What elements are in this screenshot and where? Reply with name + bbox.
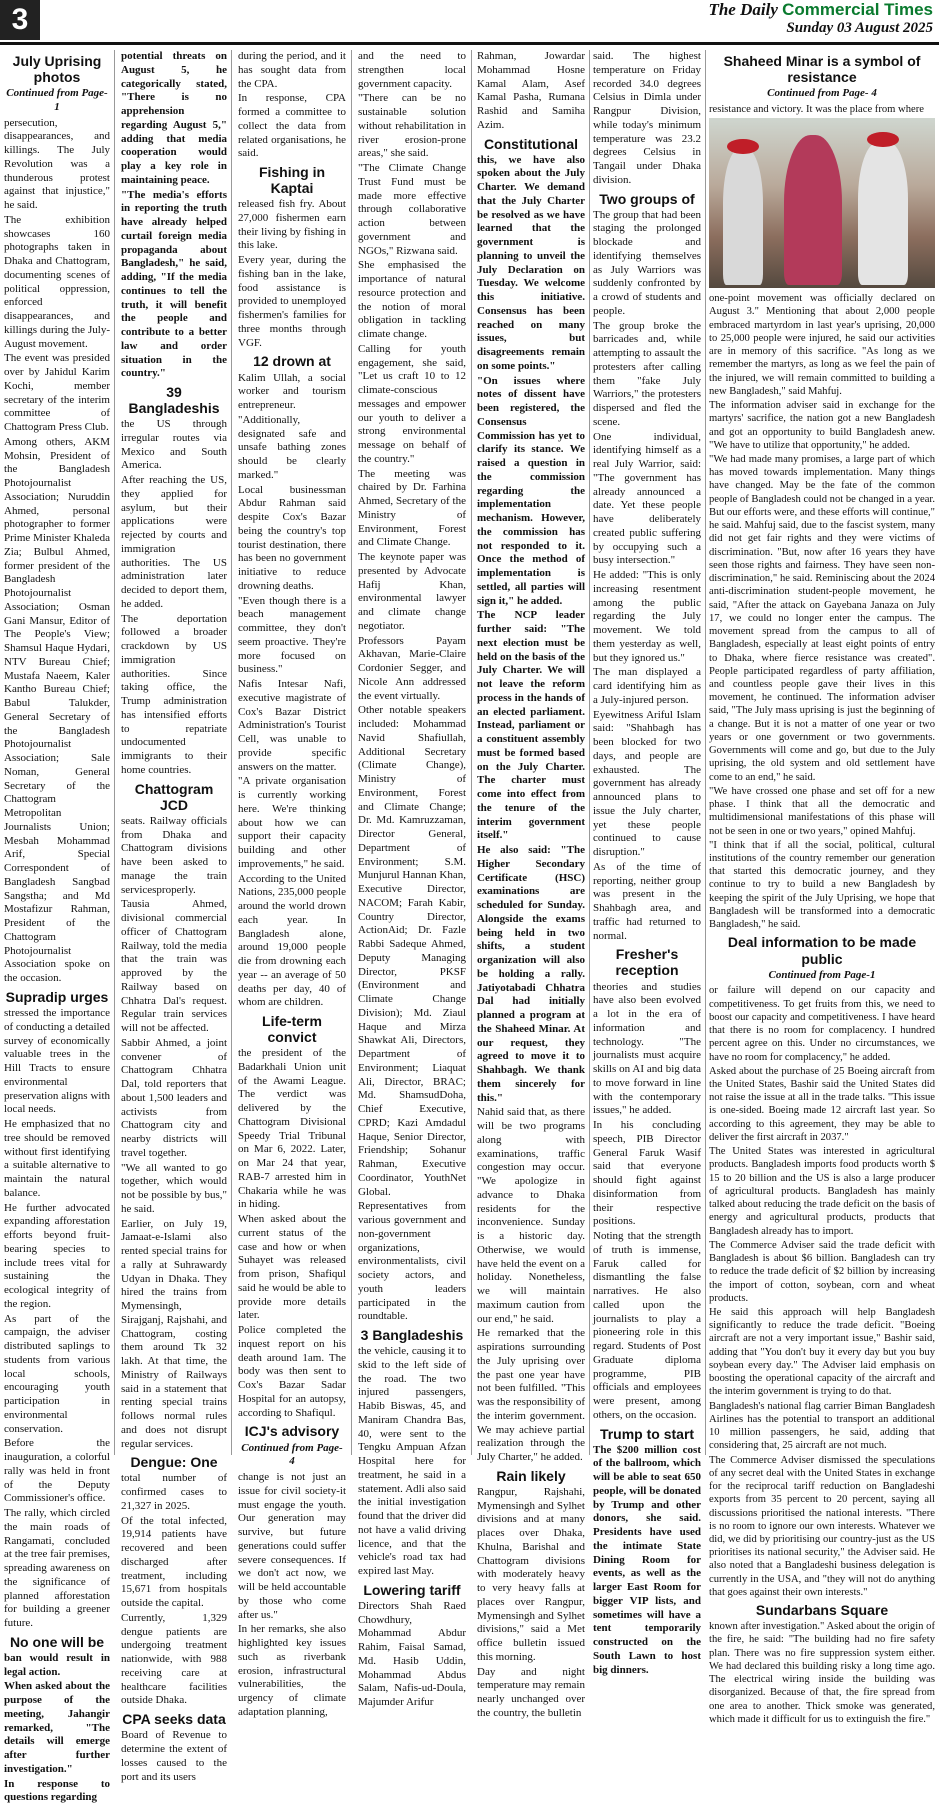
continued-note: Continued from Page- 4	[241, 1441, 343, 1468]
headline-constitutional: Constitutional	[483, 135, 579, 152]
paragraph: "We have crossed one phase and set off for a new phase. I think that all the democratic and multidimensional manifestations of this phase will not be seen in one or two years," opined Mahfuj.	[709, 785, 935, 837]
paragraph: He also said: "The Higher Secondary Certificate (HSC) examinations are scheduled for Sunday. Alongside the exams being held in two shifts, a student organization will also be holding a rally. Jatiyotabadi Chhatra Dal had initially planned a program at the Shaheed Minar. At our request, they agreed to move it to Shahbagh. We thank them sincerely for this."	[477, 844, 585, 1104]
paragraph: Kalim Ullah, a social worker and tourism entrepreneur.	[238, 371, 346, 412]
continued-note: Continued from Page-1	[768, 968, 876, 981]
paragraph: The United States was interested in agricultural products. Bangladesh imports food products worth $ 15 to 20 billion and the US is also a large producer of agricultural products. Bangladesh has mainly talked about reducing the trade deficit on the basis of energy and agricultural products, products that Bangladesh already has to import.	[709, 1146, 935, 1237]
column-divider	[705, 50, 706, 1455]
paragraph: "The media's efforts in reporting the truth have already helped curtail foreign media propaganda about Bangladesh," he said, adding, "If the media continues to tell the truth, it will benefit the people and contribute to a better law and order situation in the country."	[121, 188, 227, 380]
header-rule	[0, 42, 939, 45]
column-7	[709, 50, 935, 1725]
rally-photo	[709, 118, 935, 288]
paragraph: Police completed the inquest report on his death around 1am. The body was then sent to Cox's Bazar Sadar Hospital for an autopsy, according to Shafiqul.	[238, 1324, 346, 1419]
paragraph: In his concluding speech, PIB Director General Faruk Wasif said that everyone should fight against disinformation from their respective positions.	[593, 1119, 701, 1228]
paragraph: Board of Revenue to determine the extent of losses caused to the port and its users	[121, 1729, 227, 1783]
paragraph: "There can be no sustainable solution without rehabilitation in river erosion-prone areas," she said.	[358, 92, 466, 160]
paragraph: Earlier, on July 19, Jamaat-e-Islami also rented special trains for a rally at Suhrawardy Udyan in Dhaka. They hired the trains from Mymensingh, Sirajganj, Rajshahi, and Chattogram, costing them around Tk 32 lakh. At that time, the Ministry of Railways said in a statement that renting special trains follows normal rules and does not disrupt regular services.	[121, 1217, 227, 1450]
paragraph: the US through irregular routes via Mexico and South America.	[121, 418, 227, 472]
paragraph: He said this approach will help Bangladesh significantly to reduce the trade deficit. "Boeing aircraft are not a very important issue," Bashir said, adding that "You don't buy it every day but you buy soybean every day." The Adviser laid emphasis on boosting the operational capacity of the aircraft and the interim government is trying to do that.	[709, 1306, 935, 1398]
paragraph: The Commerce Adviser dismissed the speculations of any secret deal with the United States in exchange for the reciprocal tariff reduction on Bangladeshi exports from 35 percent to 20 percent, saying all discussions prioritised the national interests. "There is no room to ignore our own interests. Whatever we did, we did by prioritising our country-just as the US prioritises its national security," the Adviser said. He also noted that a Bangladeshi business delegation is currently in the USA, and "they will not do anything that goes against their own interests."	[709, 1454, 935, 1598]
paragraph: "We all wanted to go together, which would not be possible by bus," he said.	[121, 1161, 227, 1215]
paragraph: "On issues where notes of dissent have been registered, the Consensus Commission has yet to clarify its stance. We raised a question in the commission regarding the implementation mechanism. However, the commission has not responded to it. Once the method of implementation is settled, all parties will sign it," he added.	[477, 374, 585, 607]
masthead	[708, 0, 933, 37]
paragraph: one-point movement was officially declared on August 3." Mentioning that about 2,000 people embraced martyrdom in last year's uprising, 20,000 to 25,000 people were injured, he said our activities are in memory of this sacrifice. "As long as we remember the martyrs, as long as we feel the pain of the injured, we will remain committed to building a new Bangladesh," said Mahfuj.	[709, 293, 935, 397]
paragraph: ban would result in legal action.	[4, 1651, 110, 1678]
paragraph: the vehicle, causing it to skid to the left side of the road. The two injured passengers, Habib Biswas, 45, and Maniram Chandra Bas, 40, were sent to the Tengku Ampuan Afzan Hospital here for treatment, he said in a statement. Adli also said the initial investigation found that the driver did not have a valid driving licence, and that the vehicle's road tax had expired last May.	[358, 1345, 466, 1578]
paragraph: "We had made many promises, a large part of which has moved towards implementation. Many things have changed. May be the fate of the common people of Bangladesh could not be changed in a year. But our efforts were, and these efforts will continue," he said. Mahfuj said, due to the fascist system, many did not get fair rights and they were victims of discrimination. "But, now after 16 years they have seen those rights and fairness. They have seen non-discrimination," he said. Reminiscing about the 2024 anti-discrimination student-people movement, he said, "After the attack on Gayebana Janaza on July 17, we could no longer enter the campus. The movement spread from the campus to all of Bangladesh, especially at least eight points of entry to Dhaka, where fierce resistance was created". People participated regardless of party affiliation, and countless people gave their lives in this movement, he continued. The information adviser said, "The July mass uprising is just the beginning of a change. But it is not a matter of one year or two years or one government or two governments. Governments will come and go, but due to the July uprising, the old system and old settlement have come to an end," he said.	[709, 453, 935, 783]
headline-trump-to-start: Trump to start	[599, 1425, 695, 1442]
paragraph: He added: "This is only increasing resentment among the public regarding the July movement. We told them yesterday as well, but they ignored us."	[593, 569, 701, 664]
headline-life-term-convict: Life-term convict	[262, 1013, 322, 1046]
paragraph: resistance and victory. It was the place from where	[709, 103, 924, 115]
paragraph: The keynote paper was presented by Advocate Hafij Khan, environmental lawyer and climate change negotiator.	[358, 551, 466, 632]
paragraph: total number of confirmed cases to 21,327 in 2025.	[121, 1472, 227, 1512]
column-2	[121, 50, 227, 1783]
paragraph: The information adviser said in exchange for the martyrs' sacrifice, the nation got a new Bangladesh and got an opportunity to build Bangladesh anew. "We have to utilize that opportunity," he added.	[709, 400, 935, 451]
photo-cap	[867, 132, 899, 147]
paragraph: The meeting was chaired by Dr. Farhina Ahmed, Secretary of the Ministry of Environment, Forest and Climate Change.	[358, 467, 466, 549]
paragraph: Representatives from various government and non-government organizations, environmentalists, civil society actors, and youth leaders participated in the roundtable.	[358, 1200, 466, 1323]
headline-rain-likely: Rain likely	[496, 1467, 566, 1484]
paragraph: Tausia Ahmed, divisional commercial officer of Chattogram Railway, told the media that the train was approved by the Railway based on Chhatra Dal's request. Regular train services will not be affected.	[121, 898, 227, 1035]
paragraph: "The Climate Change Trust Fund must be made more effective through collaborative action between government and NGOs," Rizwana said.	[358, 162, 466, 257]
headline-lowering-tariff: Lowering tariff	[363, 1581, 461, 1598]
paragraph: during the period, and it has sought data from the CPA.	[238, 50, 346, 90]
paragraph: Before the inauguration, a colorful rally was held in front of the Deputy Commissioner's office.	[4, 1437, 110, 1505]
column-divider	[589, 50, 590, 1455]
column-4	[358, 50, 466, 1709]
paragraph: and the need to strengthen local government capacity.	[358, 50, 466, 90]
paragraph: "I think that if all the social, political, cultural institutions of the country remember our generation that started this democratic journey, and they continue to try to build a new Bangladesh by keeping the spirit of the July Uprising, we hope that Bangladesh will be transformed into a democratic Bangladesh," he said.	[709, 839, 935, 931]
paragraph: Day and night temperature may remain nearly unchanged over the country, the bulletin	[477, 1665, 585, 1719]
paragraph: The exhibition showcases 160 photographs taken in Dhaka and Chattogram, documenting scenes of political oppression, enforced disappearances, and killings during the July-August movement.	[4, 213, 110, 350]
paragraph: As of the time of reporting, neither group was present in the Shahbagh area, and traffic had returned to normal.	[593, 860, 701, 942]
headline-sundarbans-square: Sundarbans Square	[755, 1602, 889, 1619]
paragraph: The Commerce Adviser said the trade deficit with Bangladesh is about $6 billion. Bangladesh can try to reduce the trade deficit of $2 billion by increasing the import of cotton, soybean, corn and wheat products.	[709, 1239, 935, 1304]
paragraph: The group that had been staging the prolonged blockade and identifying themselves as July Warriors was suddenly confronted by a crowd of students and people.	[593, 208, 701, 317]
paragraph: When asked about the current status of the case and how or when Suhayet was released from prison, Shafiqul said he would be able to provide more details later.	[238, 1213, 346, 1322]
paragraph: The event was presided over by Jahidul Karim Kochi, member secretary of the interim committee of Chattogram Press Club.	[4, 352, 110, 434]
photo-cap	[727, 139, 759, 154]
column-1	[4, 50, 110, 1804]
paragraph: "A private organisation is currently working here. We're thinking about how we can support their capacity building and other improvements," he said.	[238, 775, 346, 870]
brand-name: Commercial Times	[782, 0, 933, 19]
paragraph: Among others, AKM Mohsin, President of the Bangladesh Photojournalist Association; Nuruddin Ahmed, personal photographer to former Prime Minister Khaleda Zia; Bulbul Ahmed, former president of the Bangladesh Photojournalist Association; Osman Gani Mansur, Editor of The People's View; Shamsul Haque Hydari, NTV Bureau Chief; Mustafa Naeem, Kaler Kantho Bureau Chief; Babul Talukder, General Secretary of the Bangladesh Photojournalist Association; Sale Noman, General Secretary of the Chattogram Metropolitan Journalists Union; Mesbah Mohammad Arif, Special Correspondent of Bangladesh Sangbad Sangstha; and Md Mostafizur Rahman, President of the Chattogram Photojournalist Association spoke on the occasion.	[4, 435, 110, 985]
column-divider	[351, 50, 352, 1455]
column-divider	[114, 50, 115, 1455]
photo-person	[858, 142, 908, 285]
paragraph: Of the total infected, 19,914 patients have recovered and been discharged after treatment, including 15,671 from hospitals outside the capital.	[121, 1514, 227, 1610]
paragraph: One individual, identifying himself as a real July Warrior, said: "The government has already announced a date. Yet these people have deliberately created public suffering by occupying such a busy intersection."	[593, 430, 701, 567]
headline-39-bangladeshis: 39 Bangladeshis	[128, 384, 220, 417]
headline-chattogram-jcd: Chattogram JCD	[134, 780, 214, 813]
paragraph: Bangladesh's national flag carrier Biman Bangladesh Airlines has the potential to transport an additional 10 million passengers, he said, adding that considering that, 25 aircraft are not much.	[709, 1400, 935, 1452]
column-divider	[471, 50, 472, 1455]
paragraph: The $200 million cost of the ballroom, which will be able to seat 650 people, will be donated by Trump and other donors, she said. Presidents have used the intimate State Dining Room for events, as well as the larger East Room for bigger VIP lists, and sometimes will have a tent temporarily constructed on the South Lawn to host big dinners.	[593, 1443, 701, 1676]
headline-deal-information: Deal information to be made public	[727, 934, 917, 967]
paragraph: According to the United Nations, 235,000 people around the world drown each year. In Bangladesh alone, around 19,000 people die from drowning each year -- an average of 50 deaths per day, 40 of whom are children.	[238, 872, 346, 1009]
paragraph: Rahman, Jowardar Mohammad Hosne Kamal Alam, Asef Kamal Pasha, Rumana Rashid and Samiha Azim.	[477, 50, 585, 131]
paragraph: released fish fry. About 27,000 fishermen earn their living by fishing in this lake.	[238, 198, 346, 252]
paragraph: He emphasized that no tree should be removed without first identifying a suitable alternative to maintain the natural balance.	[4, 1118, 110, 1199]
column-3	[238, 50, 346, 1718]
paragraph: known after investigation." Asked about the origin of the fire, he said: "The building had no fire safety plan. There was no fire suppression system either. We had declared this building risky a long time ago. The electrical wiring inside the building was disorganized. Because of that, the fire spread from one area to another. Thick smoke was generated, which made it difficult for us to extinguish the fire."	[709, 1621, 935, 1725]
paragraph: the president of the Badarkhali Union unit of the Awami League. The verdict was delivered by the Chattogram Divisional Speedy Trial Tribunal on Mar 6, 2022. Later, on Mar 24 that year, RAB-7 arrested him in Chakaria while he was in hiding.	[238, 1047, 346, 1211]
paragraph: change is not just an issue for civil society-it must engage the youth. Our generation may survive, but future generations could suffer severe consequences. If we don't act now, we will be held accountable by those who come after us."	[238, 1471, 346, 1621]
paragraph: Calling for youth engagement, she said, "Let us craft 10 to 12 climate-conscious messages and empower our youth to deliver a strong environmental message on behalf of the country."	[358, 342, 466, 465]
paragraph: Sabbir Ahmed, a joint convener of Chattogram Chhatra Dal, told reporters that about 1,500 leaders and activists from Chattogram city and nearby districts will travel together.	[121, 1036, 227, 1159]
paragraph: The rally, which circled the main roads of Rangamati, concluded at the tree fair premises, spreading awareness on the significance of planned afforestation for building a greener future.	[4, 1507, 110, 1630]
issue-date: Sunday 03 August 2025	[786, 20, 933, 36]
paragraph: Noting that the strength of truth is immense, Faruk called for dismantling the false narratives. He also called upon the journalists to play a pioneering role in this regard. Students of Post Graduate diploma programme, PIB officials and employees were present, among others, on the occasion.	[593, 1230, 701, 1421]
headline-3-bangladeshis: 3 Bangladeshis	[360, 1327, 464, 1343]
continued-note: Continued from Page- 4	[767, 87, 877, 100]
paragraph: Currently, 1,329 dengue patients are undergoing treatment nationwide, with 988 receiving care at healthcare facilities outside Dhaka.	[121, 1611, 227, 1707]
paragraph: Nahid said that, as there will be two programs along with examinations, traffic congestion may occur. "We apologize in advance to Dhaka residents for the inconvenience. Sunday is a historic day. Otherwise, we would have held the event on a holiday. Nonetheless, we will maintain maximum caution from our end," he said.	[477, 1106, 585, 1325]
paragraph: As part of the campaign, the adviser distributed saplings to students from various local schools, encouraging youth participation in environmental conservation.	[4, 1312, 110, 1435]
paragraph: this, we have also spoken about the July Charter. We demand that the July Charter be resolved as we have learned that the government is planning to unveil the July Declaration on Tuesday. We welcome this initiative. Consensus has been reached on many issues, but disagreements remain on some points."	[477, 153, 585, 372]
paragraph: Eyewitness Ariful Islam said: "Shahbagh has been blocked for two days, and people are exhausted. The government has already announced plans to issue the July charter, yet these people continued to cause disruption."	[593, 708, 701, 859]
paragraph: When asked about the purpose of the meeting, Jahangir remarked, "The details will emerge after further investigation."	[4, 1680, 110, 1775]
headline-freshers-reception: Fresher's reception	[615, 946, 679, 979]
photo-person	[784, 135, 843, 285]
paragraph: After reaching the US, they applied for asylum, but their applications were rejected by courts and immigration authorities. The US administration later decided to deport them, he added.	[121, 474, 227, 610]
paragraph: persecution, disappearances, and killings. The July Revolution was a thunderous protest against that injustice," he said.	[4, 116, 110, 212]
paragraph: Rangpur, Rajshahi, Mymensingh and Sylhet divisions and at many places over Dhaka, Khulna, Barishal and Chattogram divisions with moderately heavy to very heavy falls at places over Rangpur, Mymensingh and Sylhet divisions," said a Met office bulletin issued this morning.	[477, 1485, 585, 1663]
paragraph: He further advocated expanding afforestation efforts beyond fruit-bearing species to include trees vital for sustaining the ecological integrity of the region.	[4, 1201, 110, 1310]
paragraph: "Even though there is a beach management committee, they don't seem proactive. They're more focused on business."	[238, 594, 346, 676]
column-divider	[231, 50, 232, 1455]
headline-supradip: Supradip urges	[5, 988, 109, 1005]
paragraph: In her remarks, she also highlighted key issues such as riverbank erosion, infrastructural vulnerabilities, the urgency of climate adaptation planning,	[238, 1623, 346, 1718]
newspaper-name	[708, 0, 933, 20]
column-5	[477, 50, 585, 1719]
paragraph: "Additionally, designated safe and unsafe bathing zones should be clearly marked."	[238, 413, 346, 481]
paragraph: In response to questions regarding	[4, 1777, 110, 1804]
headline-icj-advisory: ICJ's advisory	[244, 1423, 340, 1440]
headline-dengue: Dengue: One	[130, 1454, 218, 1471]
headline-cpa-seeks-data: CPA seeks data	[122, 1711, 226, 1728]
column-6	[593, 50, 701, 1676]
paragraph: She emphasised the importance of natural resource protection and the notion of moral obligation in tackling climate change.	[358, 259, 466, 340]
paragraph: Nafis Intesar Nafi, executive magistrate of Cox's Bazar District Administration's Tourist Cell, was unable to provide specific answers on the matter.	[238, 678, 346, 773]
paragraph: said. The highest temperature on Friday recorded 34.0 degrees Celsius in Dimla under Rangpur Division, while today's minimum temperature was 23.2 degrees Celsius in Tangail under Dhaka division.	[593, 50, 701, 186]
paragraph: stressed the importance of conducting a detailed survey of economically valuable trees in the Hill Tracts to ensure environmental preservation aligns with local needs.	[4, 1007, 110, 1116]
paragraph: The group broke the barricades and, while attempting to assault the protesters after calling them "fake July Warriors," the protesters dispersed and fled the scene.	[593, 319, 701, 428]
paragraph: The NCP leader further said: "The next election must be held on the basis of the July Charter. We will not leave the reform process in the hands of an elected parliament. Instead, parliament or a constituent assembly must be formed based on the July Charter. The charter must come into effect from the tenure of the interim government itself."	[477, 609, 585, 842]
headline-shaheed-minar: Shaheed Minar is a symbol of resistance	[723, 53, 921, 86]
headline-two-groups: Two groups of	[599, 190, 695, 207]
brand-prefix: The Daily	[708, 0, 778, 19]
paragraph: Asked about the purchase of 25 Boeing aircraft from the United States, Bashir said the United States did not raise the issue at all in the trade talks. "This issue is one-sided. Boeing made 12 aircraft last year. So according to this agreement, they may be able to deliver the first aircraft in 2037."	[709, 1065, 935, 1143]
paragraph: seats. Railway officials from Dhaka and Chattogram divisions have been asked to manage the train servicesproperly.	[121, 814, 227, 896]
paragraph: Directors Shah Raed Chowdhury, Mohammad Abdur Rahim, Faisal Samad, Md. Hasib Uddin, Mohammad Abdus Salam, Nafis-ud-Doula, Majumder Arifur	[358, 1599, 466, 1709]
paragraph: The deportation followed a broader crackdown by US immigration authorities. Since taking office, the Trump administration has intensified efforts to repatriate undocumented immigrants to their home countries.	[121, 612, 227, 776]
page-number: 3	[0, 0, 40, 40]
paragraph: theories and studies have also been evolved a lot in the era of information and technology. "The journalists must acquire skills on AI and big data to move forward in line with the contemporary issues," he added.	[593, 980, 701, 1117]
paragraph: potential threats on August 5, he categorically stated, "There is no apprehension regarding August 5," adding that media cooperation would play a key role in maintaining peace.	[121, 50, 227, 186]
paragraph: Local businessman Abdur Rahman said despite Cox's Bazar being the country's top tourist destination, there has been no government initiative to reduce drowning deaths.	[238, 483, 346, 592]
headline-12-drown: 12 drown at	[253, 353, 331, 370]
continued-note: Continued from Page-1	[6, 87, 108, 113]
paragraph: or failure will depend on our capacity and competitiveness. To get fruits from this, we need to boost our capacity and competitiveness. I have heard that there is no room for complacency. I hundred percent agree on this. Under no circumstances, we have no room for complacency," he added.	[709, 985, 935, 1063]
photo-person	[723, 149, 764, 285]
headline-no-one: No one will be	[9, 1633, 105, 1650]
paragraph: Every year, during the fishing ban in the lake, food assistance is provided to unemployed fishermen's families for three months through VGF.	[238, 254, 346, 349]
paragraph: In response, CPA formed a committee to collect the data from related organisations, he said.	[238, 92, 346, 160]
headline-fishing-kaptai: Fishing in Kaptai	[258, 164, 326, 197]
paragraph: The man displayed a card identifying him as a July-injured person.	[593, 666, 701, 706]
paragraph: He remarked that the aspirations surrounding the July uprising over the past one year have not been fulfilled. "This was the responsibility of the interim government. We may achieve partial realization through the July Charter," he added.	[477, 1327, 585, 1464]
paragraph: Professors Payam Akhavan, Marie-Claire Cordonier Segger, and Nicole Ann addressed the event virtually.	[358, 634, 466, 702]
headline-july-uprising: July Uprising photos	[12, 53, 102, 86]
paragraph: Other notable speakers included: Mohammad Navid Shafiullah, Additional Secretary (Climate Change), Ministry of Environment, Forest and Climate Change; Dr. Md. Kamruzzaman, Director General, Department of Environment; S.M. Munjurul Hannan Khan, Executive Director, NACOM; Farah Kabir, Country Director, ActionAid; Dr. Fazle Rabbi Sadeque Ahmed, Deputy Managing Director, PKSF (Environment and Climate Change Division); Md. Ziaul Haque and Mirza Shawkat Ali, Directors, Department of Environment; Liaquat Ali, Director, BRAC; Md. ShamsudDoha, Chief Executive, CPRD; Kazi Amdadul Haque, Senior Director, Friendship; Sohanur Rahman, Executive Coordinator, YouthNet Global.	[358, 704, 466, 1198]
